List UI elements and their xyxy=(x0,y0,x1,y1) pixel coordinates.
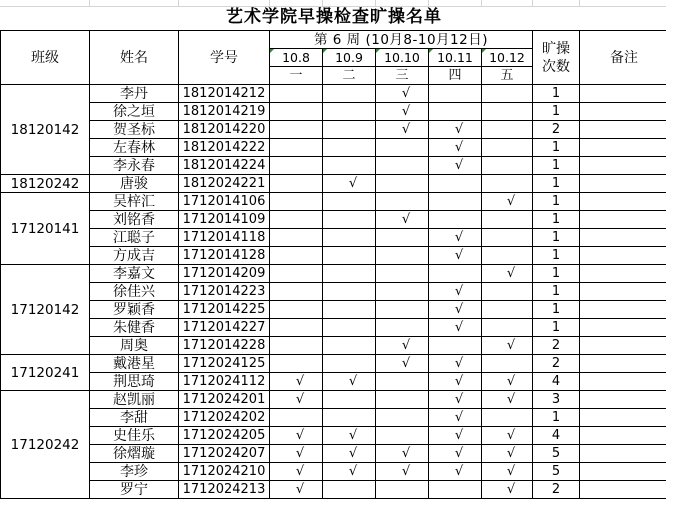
attendance-cell[interactable] xyxy=(270,193,323,211)
absence-check-icon: √ xyxy=(506,445,516,461)
absence-check-icon: √ xyxy=(454,319,464,335)
note-cell[interactable] xyxy=(580,139,669,157)
header-absence-count-text: 旷操次数 xyxy=(542,40,570,75)
note-cell[interactable] xyxy=(580,265,669,283)
attendance-cell[interactable] xyxy=(429,157,482,175)
attendance-cell[interactable] xyxy=(323,247,376,265)
student-id-cell[interactable]: 1712024112 xyxy=(179,373,270,391)
attendance-cell[interactable] xyxy=(482,211,533,229)
absence-check-icon: √ xyxy=(454,463,464,479)
student-id-cell[interactable]: 1812024221 xyxy=(179,175,270,193)
student-id-cell[interactable]: 1712014227 xyxy=(179,319,270,337)
attendance-cell[interactable] xyxy=(429,175,482,193)
absence-count-cell[interactable]: 1 xyxy=(533,175,580,193)
student-id-cell[interactable]: 1712014223 xyxy=(179,283,270,301)
student-name-cell[interactable]: 左春林 xyxy=(90,139,179,157)
student-name-cell[interactable]: 徐佳兴 xyxy=(90,283,179,301)
attendance-cell[interactable] xyxy=(376,427,429,445)
attendance-cell[interactable] xyxy=(376,337,429,355)
absence-check-icon: √ xyxy=(506,427,516,443)
absence-check-icon: √ xyxy=(348,427,358,443)
attendance-cell[interactable] xyxy=(429,373,482,391)
absence-count-cell[interactable]: 5 xyxy=(533,445,580,463)
note-cell[interactable] xyxy=(580,247,669,265)
absence-check-icon: √ xyxy=(506,373,516,389)
absence-count-cell[interactable]: 2 xyxy=(533,355,580,373)
note-cell[interactable] xyxy=(580,319,669,337)
date-header-cell[interactable]: 10.9 xyxy=(323,49,376,67)
absence-check-icon: √ xyxy=(401,337,411,353)
student-name-cell[interactable]: 罗颖香 xyxy=(90,301,179,319)
absence-check-icon: √ xyxy=(506,391,516,407)
absence-count-cell[interactable]: 1 xyxy=(533,229,580,247)
absence-check-icon: √ xyxy=(295,481,305,497)
student-row xyxy=(1,463,669,481)
attendance-cell[interactable] xyxy=(270,337,323,355)
weekday-header-cell[interactable]: 三 xyxy=(376,67,429,85)
absence-count-cell[interactable]: 2 xyxy=(533,337,580,355)
student-row xyxy=(1,103,669,121)
attendance-cell[interactable] xyxy=(270,283,323,301)
attendance-cell[interactable] xyxy=(323,481,376,499)
absence-check-icon: √ xyxy=(454,373,464,389)
attendance-cell[interactable] xyxy=(270,265,323,283)
student-row xyxy=(1,427,669,445)
student-name-cell[interactable]: 徐之垣 xyxy=(90,103,179,121)
absence-check-icon: √ xyxy=(454,139,464,155)
attendance-cell[interactable] xyxy=(376,139,429,157)
student-id-cell[interactable]: 1712014225 xyxy=(179,301,270,319)
attendance-cell[interactable] xyxy=(429,103,482,121)
student-row xyxy=(1,301,669,319)
attendance-cell[interactable] xyxy=(482,481,533,499)
absence-check-icon: √ xyxy=(506,337,516,353)
weekday-header-cell[interactable]: 二 xyxy=(323,67,376,85)
note-cell[interactable] xyxy=(580,337,669,355)
absence-check-icon: √ xyxy=(295,373,305,389)
note-cell[interactable] xyxy=(580,373,669,391)
attendance-cell[interactable] xyxy=(323,229,376,247)
student-name-cell[interactable]: 刘铭香 xyxy=(90,211,179,229)
attendance-cell[interactable] xyxy=(323,211,376,229)
attendance-cell[interactable] xyxy=(323,265,376,283)
attendance-cell[interactable] xyxy=(482,445,533,463)
note-cell[interactable] xyxy=(580,211,669,229)
attendance-cell[interactable] xyxy=(270,319,323,337)
attendance-cell[interactable] xyxy=(323,391,376,409)
absence-count-cell[interactable]: 1 xyxy=(533,265,580,283)
attendance-cell[interactable] xyxy=(429,355,482,373)
absence-check-icon: √ xyxy=(401,211,411,227)
absence-check-icon: √ xyxy=(348,175,358,191)
student-row xyxy=(1,247,669,265)
attendance-cell[interactable] xyxy=(429,409,482,427)
attendance-cell[interactable] xyxy=(376,175,429,193)
student-name-cell[interactable]: 周奥 xyxy=(90,337,179,355)
class-cell[interactable]: 18120242 xyxy=(1,175,90,193)
absence-check-icon: √ xyxy=(506,481,516,497)
student-row xyxy=(1,481,669,499)
student-name-cell[interactable]: 李丹 xyxy=(90,85,179,103)
attendance-cell[interactable] xyxy=(429,247,482,265)
attendance-cell[interactable] xyxy=(376,463,429,481)
student-name-cell[interactable]: 吴梓汇 xyxy=(90,193,179,211)
absence-check-icon: √ xyxy=(454,247,464,263)
class-cell[interactable]: 17120142 xyxy=(1,265,90,355)
note-cell[interactable] xyxy=(580,229,669,247)
attendance-cell[interactable] xyxy=(323,193,376,211)
attendance-cell[interactable] xyxy=(429,391,482,409)
note-cell[interactable] xyxy=(580,355,669,373)
attendance-cell[interactable] xyxy=(270,355,323,373)
absence-check-icon: √ xyxy=(348,373,358,389)
student-row xyxy=(1,193,669,211)
note-cell[interactable] xyxy=(580,445,669,463)
attendance-cell[interactable] xyxy=(482,337,533,355)
attendance-cell[interactable] xyxy=(270,427,323,445)
student-name-cell[interactable]: 贺圣标 xyxy=(90,121,179,139)
attendance-cell[interactable] xyxy=(376,319,429,337)
header-class[interactable]: 班级 xyxy=(1,31,90,85)
absence-count-cell[interactable]: 1 xyxy=(533,211,580,229)
absence-table xyxy=(0,30,669,499)
attendance-cell[interactable] xyxy=(270,247,323,265)
absence-count-cell[interactable]: 1 xyxy=(533,139,580,157)
student-name-cell[interactable]: 李珍 xyxy=(90,463,179,481)
attendance-cell[interactable] xyxy=(323,463,376,481)
attendance-cell[interactable] xyxy=(270,175,323,193)
note-cell[interactable] xyxy=(580,121,669,139)
attendance-cell[interactable] xyxy=(482,463,533,481)
student-id-cell[interactable]: 1712024213 xyxy=(179,481,270,499)
student-name-cell[interactable]: 江聪子 xyxy=(90,229,179,247)
attendance-cell[interactable] xyxy=(376,409,429,427)
attendance-cell[interactable] xyxy=(323,319,376,337)
absence-check-icon: √ xyxy=(295,391,305,407)
student-id-cell[interactable]: 1712024201 xyxy=(179,391,270,409)
attendance-cell[interactable] xyxy=(323,301,376,319)
attendance-cell[interactable] xyxy=(323,283,376,301)
student-name-cell[interactable]: 李甜 xyxy=(90,409,179,427)
student-id-cell[interactable]: 1712024202 xyxy=(179,409,270,427)
student-row xyxy=(1,283,669,301)
absence-check-icon: √ xyxy=(295,445,305,461)
student-name-cell[interactable]: 唐骏 xyxy=(90,175,179,193)
class-cell[interactable]: 18120142 xyxy=(1,85,90,175)
class-cell[interactable]: 17120241 xyxy=(1,355,90,391)
student-id-cell[interactable]: 1712024125 xyxy=(179,355,270,373)
attendance-cell[interactable] xyxy=(482,121,533,139)
student-row xyxy=(1,373,669,391)
attendance-cell[interactable] xyxy=(429,445,482,463)
attendance-cell[interactable] xyxy=(482,283,533,301)
attendance-cell[interactable] xyxy=(376,391,429,409)
attendance-cell[interactable] xyxy=(323,337,376,355)
student-id-cell[interactable]: 1712014228 xyxy=(179,337,270,355)
student-row xyxy=(1,391,669,409)
attendance-cell[interactable] xyxy=(323,157,376,175)
note-cell[interactable] xyxy=(580,103,669,121)
weekday-header-cell[interactable]: 四 xyxy=(429,67,482,85)
student-id-cell[interactable]: 1812014222 xyxy=(179,139,270,157)
note-cell[interactable] xyxy=(580,157,669,175)
attendance-cell[interactable] xyxy=(270,445,323,463)
attendance-cell[interactable] xyxy=(376,229,429,247)
attendance-cell[interactable] xyxy=(482,409,533,427)
attendance-cell[interactable] xyxy=(270,463,323,481)
attendance-cell[interactable] xyxy=(376,247,429,265)
absence-count-cell[interactable]: 1 xyxy=(533,247,580,265)
attendance-cell[interactable] xyxy=(482,103,533,121)
student-name-cell[interactable]: 赵凯丽 xyxy=(90,391,179,409)
student-id-cell[interactable]: 1712014128 xyxy=(179,247,270,265)
attendance-cell[interactable] xyxy=(376,85,429,103)
absence-check-icon: √ xyxy=(454,409,464,425)
student-name-cell[interactable]: 方成吉 xyxy=(90,247,179,265)
date-header-cell[interactable]: 10.10 xyxy=(376,49,429,67)
attendance-cell[interactable] xyxy=(429,301,482,319)
student-row xyxy=(1,355,669,373)
attendance-cell[interactable] xyxy=(376,211,429,229)
absence-check-icon: √ xyxy=(454,301,464,317)
student-id-cell[interactable]: 1812014224 xyxy=(179,157,270,175)
header-student-id[interactable]: 学号 xyxy=(179,31,270,85)
absence-count-cell[interactable]: 1 xyxy=(533,103,580,121)
attendance-cell[interactable] xyxy=(376,283,429,301)
student-id-cell[interactable]: 1712014106 xyxy=(179,193,270,211)
absence-check-icon: √ xyxy=(454,355,464,371)
absence-count-cell[interactable]: 1 xyxy=(533,193,580,211)
absence-count-cell[interactable]: 3 xyxy=(533,391,580,409)
student-row xyxy=(1,229,669,247)
student-row xyxy=(1,139,669,157)
absence-check-icon: √ xyxy=(401,121,411,137)
student-id-cell[interactable]: 1712014209 xyxy=(179,265,270,283)
attendance-cell[interactable] xyxy=(323,409,376,427)
attendance-cell[interactable] xyxy=(376,157,429,175)
attendance-cell[interactable] xyxy=(270,373,323,391)
attendance-cell[interactable] xyxy=(270,139,323,157)
attendance-cell[interactable] xyxy=(376,193,429,211)
attendance-cell[interactable] xyxy=(323,103,376,121)
attendance-cell[interactable] xyxy=(376,373,429,391)
student-row xyxy=(1,445,669,463)
attendance-cell[interactable] xyxy=(376,445,429,463)
student-row xyxy=(1,85,669,103)
note-cell[interactable] xyxy=(580,481,669,499)
student-id-cell[interactable]: 1712024210 xyxy=(179,463,270,481)
attendance-cell[interactable] xyxy=(270,301,323,319)
attendance-cell[interactable] xyxy=(270,211,323,229)
student-row xyxy=(1,157,669,175)
date-header-cell[interactable]: 10.8 xyxy=(270,49,323,67)
attendance-cell[interactable] xyxy=(429,121,482,139)
student-name-cell[interactable]: 戴港星 xyxy=(90,355,179,373)
note-cell[interactable] xyxy=(580,409,669,427)
student-name-cell[interactable]: 史佳乐 xyxy=(90,427,179,445)
absence-count-cell[interactable]: 2 xyxy=(533,121,580,139)
absence-count-cell[interactable]: 1 xyxy=(533,409,580,427)
absence-check-icon: √ xyxy=(454,445,464,461)
header-note[interactable]: 备注 xyxy=(580,31,669,85)
student-name-cell[interactable]: 徐熠璇 xyxy=(90,445,179,463)
absence-check-icon: √ xyxy=(506,193,516,209)
attendance-cell[interactable] xyxy=(482,157,533,175)
note-cell[interactable] xyxy=(580,193,669,211)
absence-check-icon: √ xyxy=(454,391,464,407)
note-cell[interactable] xyxy=(580,175,669,193)
student-row xyxy=(1,337,669,355)
attendance-cell[interactable] xyxy=(270,121,323,139)
attendance-cell[interactable] xyxy=(482,193,533,211)
student-name-cell[interactable]: 罗宁 xyxy=(90,481,179,499)
student-id-cell[interactable]: 1812014220 xyxy=(179,121,270,139)
weekday-header-cell[interactable]: 一 xyxy=(270,67,323,85)
student-id-cell[interactable]: 1712014118 xyxy=(179,229,270,247)
attendance-cell[interactable] xyxy=(482,265,533,283)
attendance-cell[interactable] xyxy=(429,427,482,445)
attendance-cell[interactable] xyxy=(323,427,376,445)
attendance-cell[interactable] xyxy=(376,103,429,121)
absence-count-cell[interactable]: 1 xyxy=(533,283,580,301)
student-id-cell[interactable]: 1712024205 xyxy=(179,427,270,445)
attendance-cell[interactable] xyxy=(376,121,429,139)
absence-check-icon: √ xyxy=(506,265,516,281)
attendance-cell[interactable] xyxy=(482,427,533,445)
class-cell[interactable]: 17120141 xyxy=(1,193,90,265)
absence-check-icon: √ xyxy=(506,463,516,479)
attendance-cell[interactable] xyxy=(270,391,323,409)
absence-check-icon: √ xyxy=(401,85,411,101)
absence-check-icon: √ xyxy=(348,445,358,461)
absence-count-cell[interactable]: 4 xyxy=(533,427,580,445)
student-row xyxy=(1,211,669,229)
attendance-cell[interactable] xyxy=(482,247,533,265)
attendance-cell[interactable] xyxy=(429,139,482,157)
absence-count-cell[interactable]: 2 xyxy=(533,481,580,499)
attendance-cell[interactable] xyxy=(482,229,533,247)
student-id-cell[interactable]: 1712014109 xyxy=(179,211,270,229)
attendance-cell[interactable] xyxy=(429,463,482,481)
student-name-cell[interactable]: 李嘉文 xyxy=(90,265,179,283)
absence-check-icon: √ xyxy=(295,427,305,443)
attendance-cell[interactable] xyxy=(429,193,482,211)
attendance-cell[interactable] xyxy=(376,481,429,499)
absence-count-cell[interactable]: 5 xyxy=(533,463,580,481)
absence-check-icon: √ xyxy=(454,121,464,137)
attendance-cell[interactable] xyxy=(482,85,533,103)
class-cell[interactable]: 17120242 xyxy=(1,391,90,499)
absence-check-icon: √ xyxy=(454,229,464,245)
date-header-cell[interactable]: 10.11 xyxy=(429,49,482,67)
student-row xyxy=(1,121,669,139)
date-header-cell[interactable]: 10.12 xyxy=(482,49,533,67)
attendance-cell[interactable] xyxy=(482,355,533,373)
attendance-cell[interactable] xyxy=(323,445,376,463)
attendance-cell[interactable] xyxy=(482,301,533,319)
sheet-edge xyxy=(666,0,674,530)
attendance-cell[interactable] xyxy=(376,265,429,283)
absence-check-icon: √ xyxy=(348,463,358,479)
attendance-cell[interactable] xyxy=(429,211,482,229)
absence-check-icon: √ xyxy=(454,157,464,173)
absence-check-icon: √ xyxy=(401,463,411,479)
attendance-cell[interactable] xyxy=(429,85,482,103)
absence-check-icon: √ xyxy=(401,445,411,461)
student-row xyxy=(1,409,669,427)
absence-count-cell[interactable]: 1 xyxy=(533,301,580,319)
note-cell[interactable] xyxy=(580,283,669,301)
attendance-cell[interactable] xyxy=(323,139,376,157)
attendance-cell[interactable] xyxy=(323,175,376,193)
absence-check-icon: √ xyxy=(454,427,464,443)
attendance-cell[interactable] xyxy=(482,175,533,193)
student-name-cell[interactable]: 荆思琦 xyxy=(90,373,179,391)
attendance-cell[interactable] xyxy=(429,229,482,247)
attendance-cell[interactable] xyxy=(429,481,482,499)
attendance-cell[interactable] xyxy=(429,319,482,337)
student-row xyxy=(1,265,669,283)
attendance-cell[interactable] xyxy=(429,265,482,283)
attendance-cell[interactable] xyxy=(482,373,533,391)
absence-check-icon: √ xyxy=(454,283,464,299)
attendance-cell[interactable] xyxy=(482,391,533,409)
absence-check-icon: √ xyxy=(401,103,411,119)
header-week-range[interactable]: 第 6 周 (10月8-10月12日) xyxy=(270,31,533,49)
attendance-cell[interactable] xyxy=(270,157,323,175)
attendance-cell[interactable] xyxy=(323,373,376,391)
absence-check-icon: √ xyxy=(295,463,305,479)
attendance-cell[interactable] xyxy=(323,121,376,139)
sheet-title: 艺术学院早操检查旷操名单 xyxy=(226,7,442,27)
note-cell[interactable] xyxy=(580,85,669,103)
attendance-cell[interactable] xyxy=(376,301,429,319)
absence-check-icon: √ xyxy=(401,355,411,371)
note-cell[interactable] xyxy=(580,391,669,409)
absence-count-cell[interactable]: 1 xyxy=(533,85,580,103)
header-name[interactable]: 姓名 xyxy=(90,31,179,85)
note-cell[interactable] xyxy=(580,463,669,481)
student-row xyxy=(1,175,669,193)
student-id-cell[interactable]: 1812014219 xyxy=(179,103,270,121)
absence-count-cell[interactable]: 4 xyxy=(533,373,580,391)
attendance-cell[interactable] xyxy=(482,319,533,337)
attendance-cell[interactable] xyxy=(323,355,376,373)
student-id-cell[interactable]: 1812014212 xyxy=(179,85,270,103)
note-cell[interactable] xyxy=(580,427,669,445)
attendance-cell[interactable] xyxy=(270,229,323,247)
attendance-cell[interactable] xyxy=(376,355,429,373)
attendance-cell[interactable] xyxy=(270,85,323,103)
attendance-cell[interactable] xyxy=(429,283,482,301)
attendance-cell[interactable] xyxy=(482,139,533,157)
absence-count-cell[interactable]: 1 xyxy=(533,157,580,175)
student-row xyxy=(1,319,669,337)
weekday-header-cell[interactable]: 五 xyxy=(482,67,533,85)
note-cell[interactable] xyxy=(580,301,669,319)
attendance-cell[interactable] xyxy=(270,103,323,121)
header-absence-count[interactable] xyxy=(533,31,580,85)
student-name-cell[interactable]: 朱健香 xyxy=(90,319,179,337)
attendance-cell[interactable] xyxy=(429,337,482,355)
attendance-cell[interactable] xyxy=(270,409,323,427)
student-name-cell[interactable]: 李永春 xyxy=(90,157,179,175)
attendance-cell[interactable] xyxy=(323,85,376,103)
student-id-cell[interactable]: 1712024207 xyxy=(179,445,270,463)
absence-count-cell[interactable]: 1 xyxy=(533,319,580,337)
attendance-cell[interactable] xyxy=(270,481,323,499)
